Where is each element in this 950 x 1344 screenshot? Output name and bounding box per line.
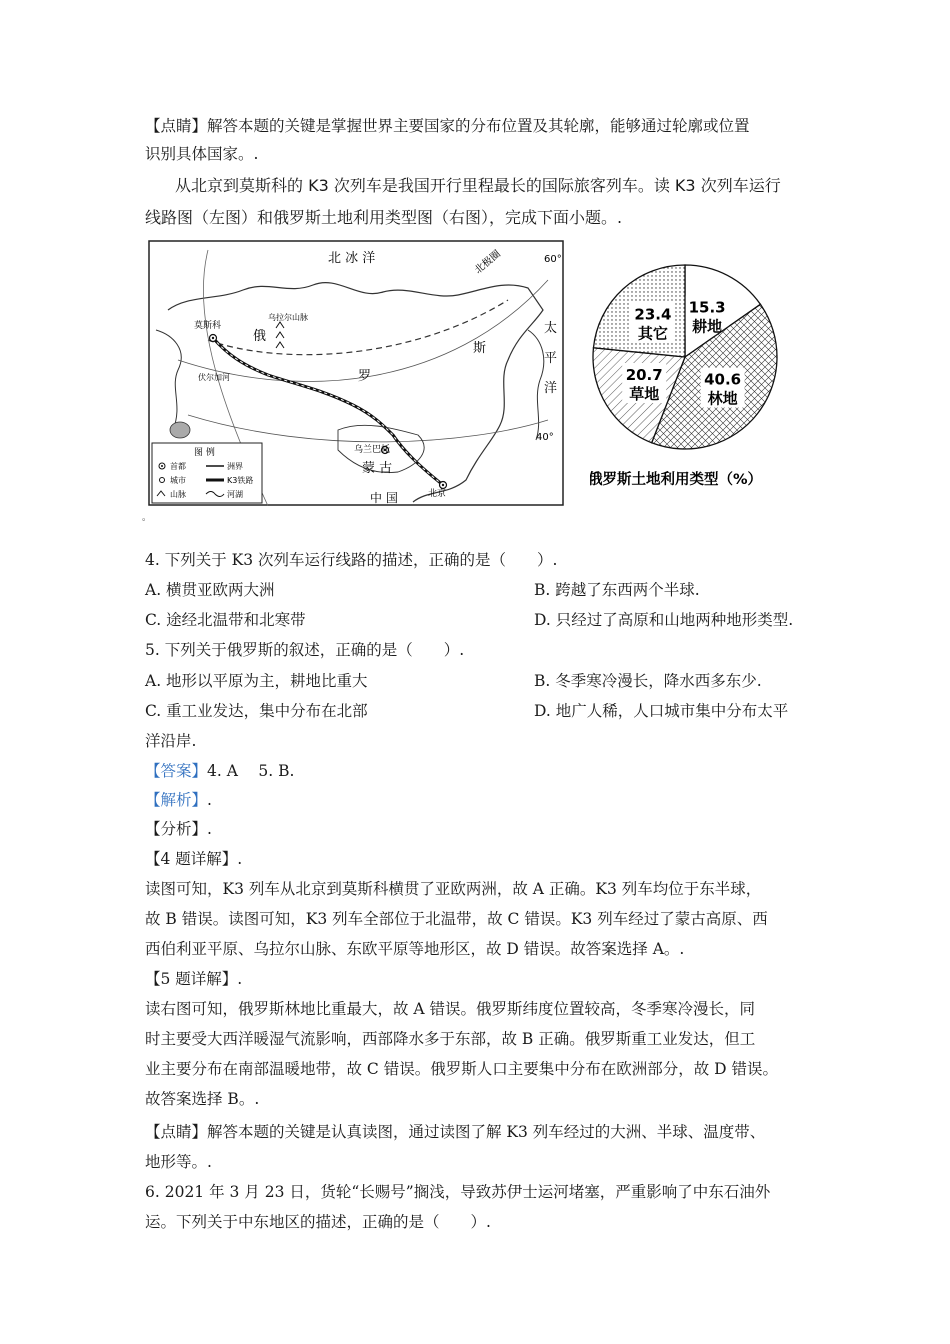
label-russia-2: 罗	[358, 369, 372, 384]
pie-category-label-3: 其它	[637, 324, 668, 343]
detail4-title: 【4 题详解】.	[145, 850, 243, 868]
q4-option-d[interactable]: D. 只经过了高原和山地两种地形类型.	[534, 611, 794, 629]
q5-option-d-cont: 洋沿岸.	[145, 732, 197, 750]
intro-line-2: 线路图（左图）和俄罗斯土地利用类型图（右图），完成下面小题。.	[145, 208, 623, 227]
detail4-line-2: 故 B 错误。读图可知，K3 列车全部位于北温带，故 C 错误。K3 列车经过了蒙古高原、西	[145, 910, 768, 928]
q5-option-b[interactable]: B. 冬季寒冷漫长，降水西多东少.	[534, 672, 762, 690]
answer-tag: 【答案】	[145, 762, 208, 780]
detail5-title: 【5 题详解】.	[145, 970, 243, 988]
answer-line	[145, 760, 294, 782]
label-volga: 伏尔加河	[198, 373, 230, 382]
label-pacific-2: 平	[544, 351, 558, 366]
label-moscow: 莫斯科	[194, 321, 222, 331]
top-note-line-1: 【点睛】解答本题的关键是掌握世界主要国家的分布位置及其轮廓，能够通过轮廓或位置	[145, 117, 750, 135]
analysis-dot: .	[207, 791, 212, 809]
pie-value-label-2: 20.7	[625, 365, 663, 384]
beijing-dot	[442, 484, 444, 486]
pie-category-label-2: 草地	[629, 384, 660, 403]
label-pacific-1: 太	[544, 321, 558, 336]
pie-title: 俄罗斯土地利用类型（%）	[590, 472, 763, 488]
label-arctic: 北 冰 洋	[328, 251, 376, 266]
q4-option-a[interactable]: A. 横贯亚欧两大洲	[145, 581, 275, 599]
legend-border: 洲界	[227, 462, 243, 471]
pie-value-label-3: 23.4	[634, 305, 672, 324]
legend-capital: 首都	[170, 462, 186, 471]
legend-city: 城市	[170, 476, 186, 485]
label-russia-1: 俄	[253, 329, 267, 344]
detail5-line-4: 故答案选择 B。.	[145, 1090, 260, 1108]
q4-option-b[interactable]: B. 跨越了东西两个半球.	[534, 581, 700, 599]
intro-line-1: 从北京到莫斯科的 K3 次列车是我国开行里程最长的国际旅客列车。读 K3 次列车运行	[175, 176, 781, 195]
note2-line-2: 地形等。.	[145, 1153, 212, 1171]
label-arctic-circle: 北极圈	[472, 248, 503, 277]
map-legend	[152, 443, 262, 503]
top-note-line-2: 识别具体国家。.	[145, 145, 259, 163]
k3-route-map	[148, 240, 564, 506]
q5-option-a[interactable]: A. 地形以平原为主，耕地比重大	[145, 672, 368, 690]
label-beijing: 北京	[428, 489, 447, 499]
q5-option-d[interactable]: D. 地广人稀，人口城市集中分布太平	[534, 702, 789, 720]
legend-river: 河湖	[227, 490, 243, 499]
q5-stem: 5. 下列关于俄罗斯的叙述，正确的是（ ）.	[145, 641, 465, 659]
fenxi-line: 【分析】.	[145, 820, 212, 838]
q5-option-c[interactable]: C. 重工业发达，集中分布在北部	[145, 702, 368, 720]
note2-line-1: 【点睛】解答本题的关键是认真读图，通过读图了解 K3 列车经过的大洲、半球、温度带、	[145, 1123, 766, 1141]
legend-city-symbol	[160, 478, 165, 483]
detail5-line-2: 时主要受大西洋暖湿气流影响，西部降水多于东部，故 B 正确。俄罗斯重工业发达，但工	[145, 1030, 756, 1048]
legend-railway: K3铁路	[227, 476, 254, 485]
pie-category-label-0: 耕地	[692, 317, 723, 336]
label-lat40: 40°	[536, 432, 554, 443]
pie-value-label-0: 15.3	[688, 298, 726, 317]
land-use-pie-chart	[590, 262, 820, 492]
q4-stem: 4. 下列关于 K3 次列车运行线路的描述，正确的是（ ）.	[145, 551, 558, 569]
pie-svg	[590, 262, 820, 492]
label-pacific-3: 洋	[544, 381, 558, 396]
label-russia-3: 斯	[473, 341, 487, 356]
q4-option-c[interactable]: C. 途经北温带和北寒带	[145, 611, 306, 629]
lake	[170, 422, 190, 438]
detail4-line-1: 读图可知，K3 列车从北京到莫斯科横贯了亚欧两洲，故 A 正确。K3 列车均位于东半球，	[145, 880, 762, 898]
detail4-line-3: 西伯利亚平原、乌拉尔山脉、东欧平原等地形区，故 D 错误。故答案选择 A。.	[145, 940, 685, 958]
label-ulaanbaatar: 乌兰巴托	[354, 445, 391, 455]
answer-text: 4. A 5. B.	[207, 762, 295, 780]
analysis-line	[145, 789, 212, 811]
map-svg	[148, 240, 564, 506]
legend-title: 图 例	[194, 448, 215, 458]
pie-value-label-1: 40.6	[704, 370, 742, 389]
pie-category-label-1: 林地	[707, 389, 738, 408]
detail5-line-3: 业主要分布在南部温暖地带，故 C 错误。俄罗斯人口主要集中分布在欧洲部分，故 D 错误。	[145, 1060, 778, 1078]
moscow-dot	[212, 337, 214, 339]
label-china: 中 国	[370, 491, 398, 505]
analysis-tag: 【解析】	[145, 791, 208, 809]
label-mongolia: 蒙 古	[362, 461, 393, 476]
detail5-line-1: 读右图可知，俄罗斯林地比重最大，故 A 错误。俄罗斯纬度位置较高，冬季寒冷漫长，同	[145, 1000, 756, 1018]
label-lat60: 60°	[544, 254, 562, 265]
q6-line-2: 运。下列关于中东地区的描述，正确的是（ ）.	[145, 1213, 491, 1231]
label-ural: 乌拉尔山脉	[268, 313, 308, 322]
legend-mountain: 山脉	[170, 490, 186, 499]
stray-mark: 。	[142, 513, 152, 523]
q6-line-1: 6. 2021 年 3 月 23 日，货轮“长赐号”搁浅，导致苏伊士运河堵塞，严重影响了中东石油外	[145, 1183, 771, 1201]
